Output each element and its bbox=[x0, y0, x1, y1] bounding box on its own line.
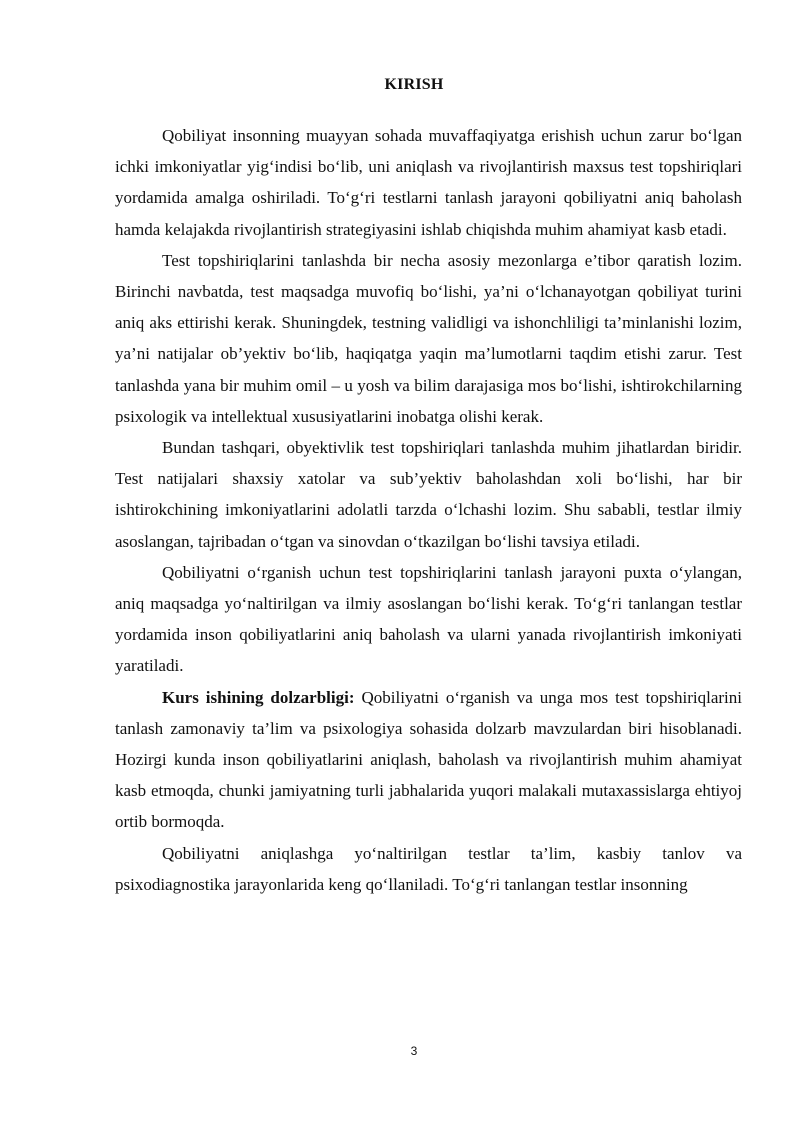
paragraph: Qobiliyatni aniqlashga yo‘naltirilgan testlar ta’lim, kasbiy tanlov va psixodiagnostika jarayonlarida keng qo‘llaniladi. To‘g‘ri tanlangan testlar insonning bbox=[115, 843, 742, 894]
relevance-lead: Kurs ishining dolzarbligi: bbox=[162, 687, 355, 707]
paragraph: Qobiliyatni o‘rganish uchun test topshiriqlarini tanlash jarayoni puxta o‘ylangan, aniq maqsadga yo‘naltirilgan va ilmiy asoslangan bo‘lishi kerak. To‘g‘ri tanlangan testlar yordamida inson qobiliyatlarini aniq baholash va ularni yanada rivojlantirish imkoniyati yaratiladi. bbox=[115, 562, 742, 676]
page-number: 3 bbox=[410, 1044, 418, 1058]
relevance-text: Qobiliyatni o‘rganish va unga mos test topshiriqlarini tanlash zamonaviy ta’lim va psixologiya sohasida dolzarb mavzulardan biri hisoblanadi. Hozirgi kunda inson qobiliyatlarini aniqlash, baholash va rivojlantirish muhim ahamiyat kasb etmoqda, chunki jamiyatning turli jabhalarida yuqori malakali mutaxassislarga ehtiyoj ortib bormoqda. bbox=[115, 687, 743, 832]
paragraph: Bundan tashqari, obyektivlik test topshiriqlari tanlashda muhim jihatlardan biridir. Test natijalari shaxsiy xatolar va sub’yektiv baholashdan xoli bo‘lishi, har bir ishtirokchining imkoniyatlarini adolatli tarzda o‘lchashi lozim. Shu sababli, testlar ilmiy asoslangan, tajribadan o‘tgan va sinovdan o‘tkazilgan bo‘lishi tavsiya etiladi. bbox=[115, 438, 742, 551]
paragraph: Qobiliyat insonning muayyan sohada muvaffaqiyatga erishish uchun zarur bo‘lgan ichki imkoniyatlar yig‘indisi bo‘lib, uni aniqlash va rivojlantirish maxsus test topshiriqlari yordamida amalga oshiriladi. To‘g‘ri testlarni tanlash jarayoni qobiliyatni aniq baholash hamda kelajakda rivojlantirish strategiyasini ishlab chiqishda muhim ahamiyat kasb etadi. bbox=[115, 126, 742, 239]
paragraph: Test topshiriqlarini tanlashda bir necha asosiy mezonlarga e’tibor qaratish lozim. Birinchi navbatda, test maqsadga muvofiq bo‘lishi, ya’ni o‘lchanayotgan qobiliyat turini aniq aks ettirishi kerak. Shuningdek, testning validligi va ishonchliligi ta’minlanishi lozim, ya’ni natijalar ob’yektiv bo‘lib, haqiqatga yaqin ma’lumotlarni taqdim etishi zarur. Test tanlashda yana bir muhim omil – u yosh va bilim darajasiga mos bo‘lishi, ishtirokchilarning psixologik va intellektual xususiyatlarini inobatga olishi kerak. bbox=[115, 250, 742, 426]
document-body bbox=[115, 120, 742, 900]
section-title: KIRISH bbox=[384, 76, 444, 93]
relevance-paragraph bbox=[115, 682, 742, 838]
